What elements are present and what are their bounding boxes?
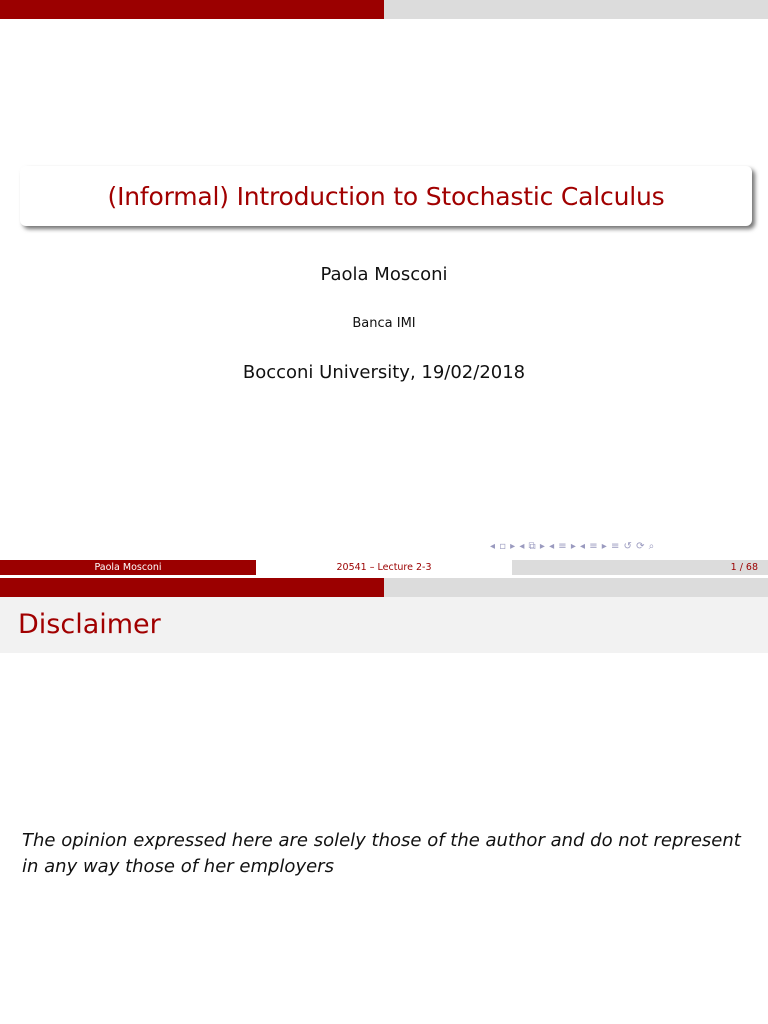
top-bar-red-2 [0, 578, 384, 597]
frame-title-bar [0, 597, 768, 653]
top-bar-grey [384, 0, 768, 19]
title-box [20, 166, 752, 226]
author-name: Paola Mosconi [320, 264, 448, 285]
footer-author: Paola Mosconi [0, 560, 256, 575]
footer-lecture: 20541 – Lecture 2-3 [256, 560, 512, 575]
beamer-navigation-icons[interactable]: ◂ ▫ ▸ ◂ ⧉ ▸ ◂ ≡ ▸ ◂ ≡ ▸ ≡ ↺ ⟳ ⌕ [490, 541, 655, 552]
disclaimer-slide [0, 578, 768, 1024]
slide-footer [0, 560, 768, 575]
footer-page-number: 1 / 68 [730, 562, 758, 573]
frame-title: Disclaimer [18, 609, 161, 640]
footer-page-number-bar [512, 560, 768, 575]
top-bar-red [0, 0, 384, 19]
disclaimer-text: The opinion expressed here are solely those of the author and do not represent in any way those of her employers [22, 830, 741, 877]
institute-name: Banca IMI [352, 316, 416, 331]
top-progress-bar-2 [0, 578, 768, 597]
presentation-date: Bocconi University, 19/02/2018 [242, 362, 526, 383]
top-bar-grey-2 [384, 578, 768, 597]
presentation-title: (Informal) Introduction to Stochastic Calculus [107, 181, 665, 211]
top-progress-bar [0, 0, 768, 19]
